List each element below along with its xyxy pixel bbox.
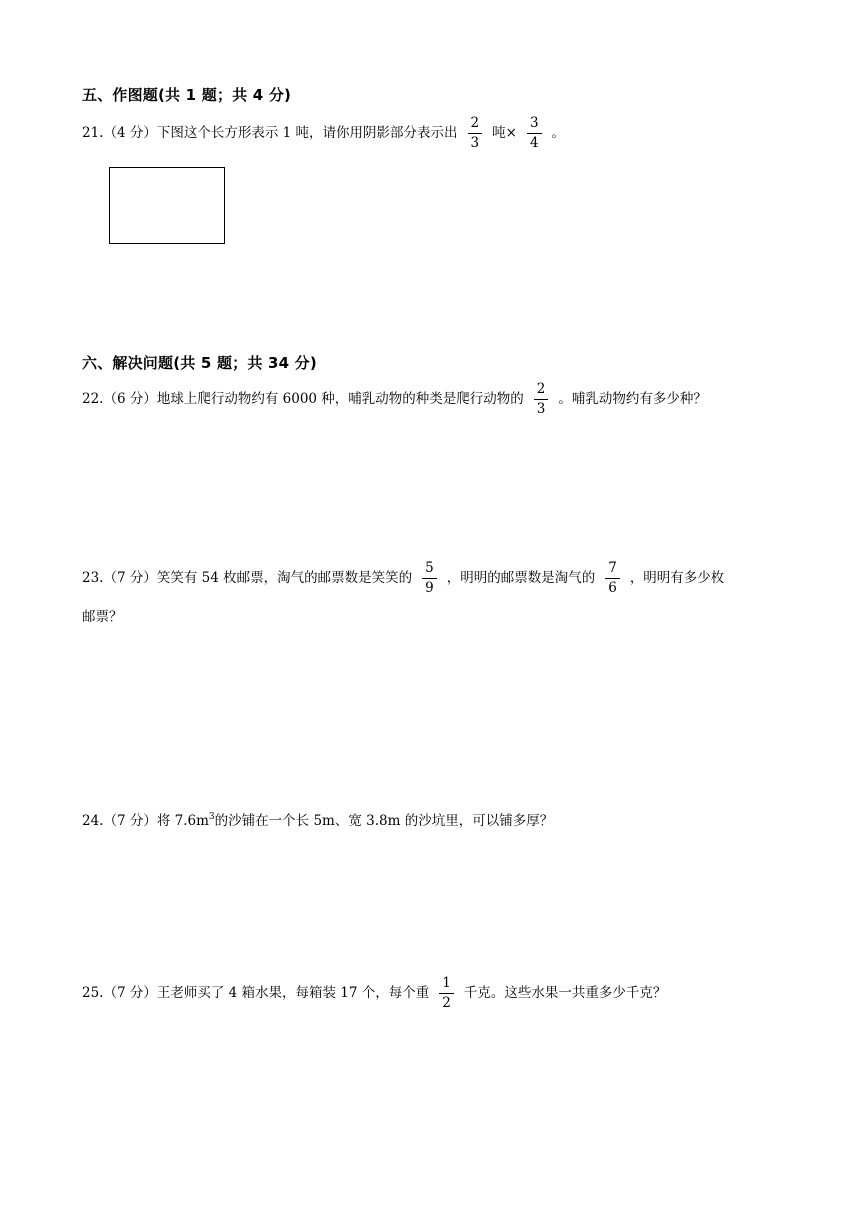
fraction-7-6 [605,561,620,596]
fraction-numerator: 1 [442,975,451,991]
question-21 [82,116,565,151]
fraction-numerator: 3 [529,115,539,131]
fraction-denominator: 9 [425,580,434,596]
fraction-denominator: 6 [608,580,617,596]
fraction-denominator: 4 [529,135,539,151]
question-21-unit: 吨× [492,125,517,141]
question-22-text: 22.（6 分）地球上爬行动物约有 6000 种，哺乳动物的种类是爬行动物的 [82,391,524,407]
question-23-line-2: 邮票？ [82,609,123,625]
question-25-end: 千克。这些水果一共重多少千克？ [463,985,667,1001]
question-23 [82,561,724,596]
section-6-heading: 六、解决问题(共 5 题；共 34 分) [82,354,317,372]
question-23-middle: ，明明的邮票数是淘气的 [446,570,596,586]
fraction-numerator: 7 [608,560,617,576]
rectangle-figure [109,167,225,244]
question-21-end: 。 [551,125,566,141]
question-22 [82,382,707,417]
fraction-2-3 [468,116,483,151]
fraction-2-3 [534,382,549,417]
fraction-denominator: 2 [442,995,451,1011]
question-23-end: ，明明有多少枚 [629,570,725,586]
fraction-numerator: 2 [536,381,546,397]
fraction-5-9 [422,561,437,596]
fraction-3-4 [527,116,542,151]
question-24 [82,811,553,831]
question-24-text: 24.（7 分）将 7.6m [82,813,209,829]
fraction-denominator: 3 [536,401,546,417]
fraction-numerator: 5 [425,560,434,576]
section-5-heading: 五、作图题(共 1 题；共 4 分) [82,86,292,104]
question-25-text: 25.（7 分）王老师买了 4 箱水果，每箱装 17 个，每个重 [82,985,430,1001]
superscript-cubed: 3 [208,812,215,822]
question-22-end: 。哺乳动物约有多少种？ [558,391,707,407]
fraction-numerator: 2 [470,115,480,131]
fraction-denominator: 3 [470,135,480,151]
question-25 [82,976,666,1011]
question-21-text: 21.（4 分）下图这个长方形表示 1 吨，请你用阴影部分表示出 [82,125,458,141]
fraction-1-2 [439,976,454,1011]
question-24-end: 的沙铺在一个长 5m、宽 3.8m 的沙坑里，可以铺多厚？ [214,813,554,829]
question-23-text: 23.（7 分）笑笑有 54 枚邮票，淘气的邮票数是笑笑的 [82,570,413,586]
